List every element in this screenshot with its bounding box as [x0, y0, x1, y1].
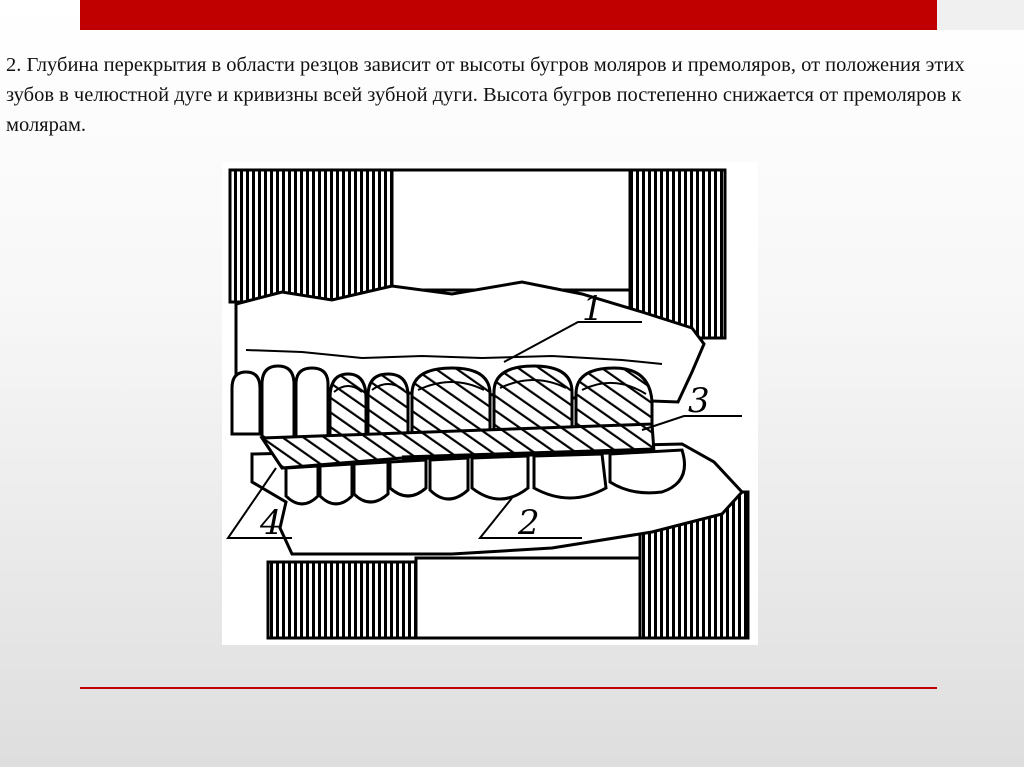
figure-label-4: 4: [260, 503, 282, 543]
lower-base-left: [268, 562, 416, 638]
slide-paragraph: 2. Глубина перекрытия в области резцов зависит от высоты бугров моляров и премоляров, от положения этих зубов в челюстной дуге и кривизны всей зубной дуги. Высота бугров постепенно снижается от премоляров к молярам.: [6, 54, 965, 136]
lower-base-center: [416, 558, 640, 638]
upper-base-left: [230, 170, 392, 302]
upper-base-center: [392, 170, 630, 290]
dental-occlusion-figure: [222, 162, 758, 645]
figure-label-3: 3: [688, 381, 710, 421]
figure-label-1: 1: [582, 289, 604, 329]
dental-occlusion-drawing: [222, 162, 758, 645]
bottom-accent-line: [80, 687, 937, 689]
top-accent-bar: [80, 0, 937, 30]
upper-incisors: [232, 366, 328, 443]
figure-label-2: 2: [518, 503, 540, 543]
top-bar-gap: [937, 0, 1024, 30]
